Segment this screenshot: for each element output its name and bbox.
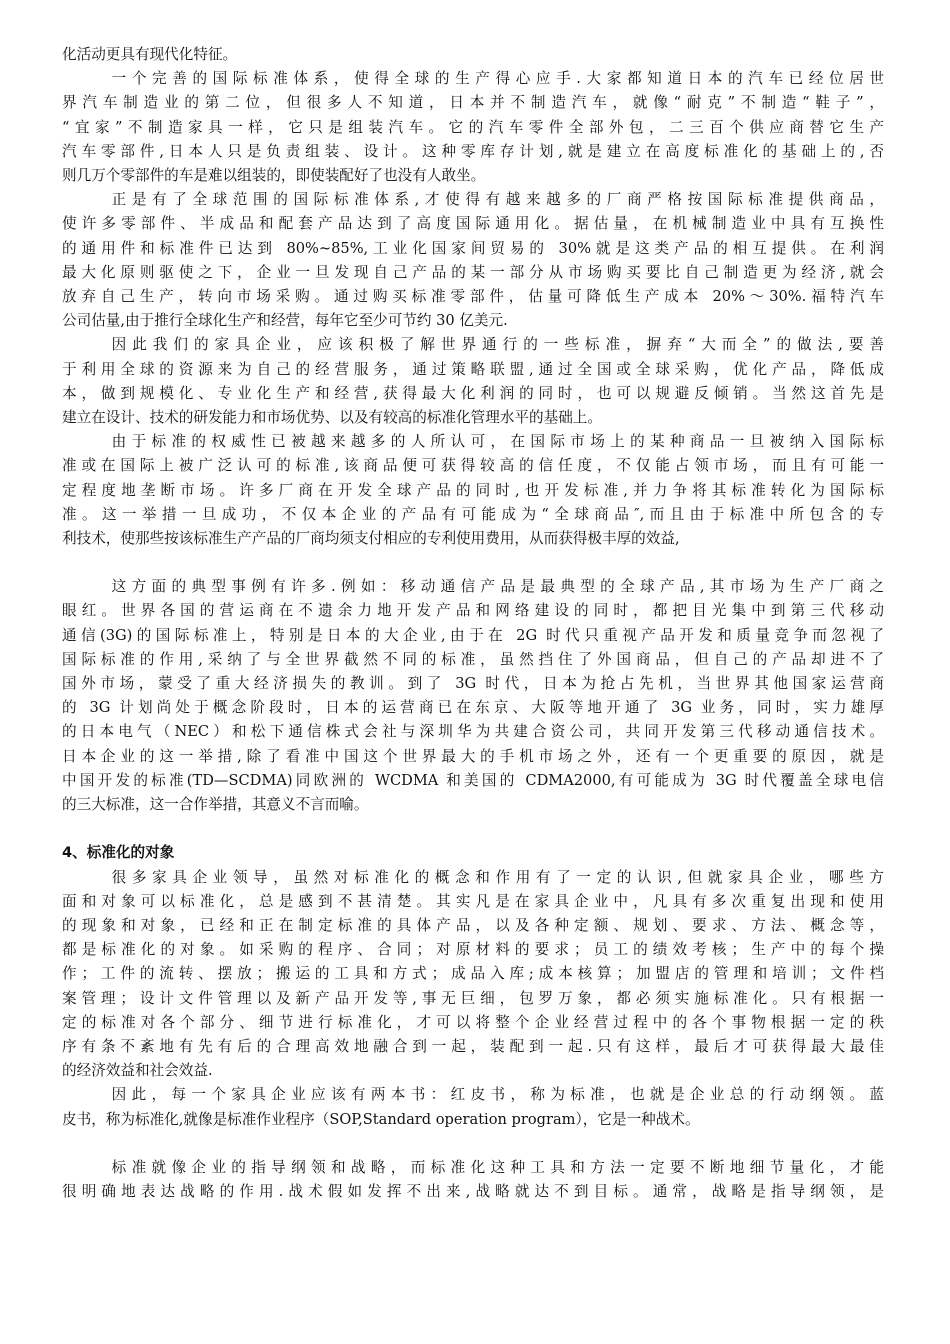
- text-line: 标准就像企业的指导纲领和战略，而标准化这种工具和方法一定要不断地细节量化，才能: [111, 1158, 884, 1176]
- text-line: 的 3G 计划尚处于概念阶段时，日本的运营商已在东京、大阪等地开通了 3G 业务，同时，实力雄厚: [62, 699, 884, 717]
- text-line: 皮书，称为标准化,就像是标准作业程序（SOP,Standard operation program），它是一种战术。: [62, 1110, 700, 1128]
- text-line: 准或在国际上被广泛认可的标准,该商品便可获得较高的信任度，不仅能占领市场，而且有可能一: [62, 457, 884, 475]
- text-line: 中国开发的标准(TD—SCDMA)同欧洲的 WCDMA 和美国的 CDMA2000,有可能成为 3G 时代覆盖全球电信: [62, 771, 884, 789]
- text-line: 面和对象可以标准化，总是感到不甚清楚。其实凡是在家具企业中，凡具有多次重复出现和使用: [62, 892, 884, 910]
- text-line: 一个完善的国际标准体系，使得全球的生产得心应手.大家都知道日本的汽车已经位居世: [111, 70, 884, 88]
- text-line: 由于标准的权威性已被越来越多的人所认可，在国际市场上的某种商品一旦被纳入国际标: [111, 433, 884, 451]
- text-line: 使许多零部件、半成品和配套产品达到了高度国际通用化。据估量，在机械制造业中具有互换性: [62, 215, 884, 233]
- text-line: 的三大标准，这一合作举措，其意义不言而喻。: [62, 796, 369, 814]
- text-line: 作；工件的流转、摆放；搬运的工具和方式；成品入库;成本核算；加盟店的管理和培训；文件档: [62, 965, 884, 983]
- text-line: 眼红。世界各国的营运商在不遗余力地开发产品和网络建设的同时，都把目光集中到第三代移动: [62, 602, 884, 620]
- text-line: 本，做到规模化、专业化生产和经营,获得最大化利润的同时，也可以规避反倾销。当然这首先是: [62, 384, 884, 402]
- paragraph: [62, 67, 884, 188]
- text-line: 定程度地垄断市场。许多厂商在开发全球产品的同时,也开发标准,并力争将其标准转化为国际标: [62, 481, 884, 499]
- text-line: 正是有了全球范围的国际标准体系,才使得有越来越多的厂商严格按国际标准提供商品，: [111, 191, 884, 209]
- text-line: 因此我们的家具企业，应该积极了解世界通行的一些标准，摒弃“大而全”的做法,要善: [111, 336, 884, 354]
- paragraph: [62, 430, 884, 551]
- paragraph: [62, 333, 884, 430]
- text-line: 放弃自己生产，转向市场采购。通过购买标准零部件，估量可降低生产成本 20%～30%.福特汽车: [62, 288, 884, 306]
- paragraph: [62, 188, 884, 333]
- text-line: 建立在设计、技术的研发能力和市场优势、以及有较高的标准化管理水平的基础上。: [62, 409, 602, 427]
- text-line: 最大化原则驱使之下，企业一旦发现自己产品的某一部分从市场购买要比自己制造更为经济,就会: [62, 263, 884, 281]
- text-line: 定的标准对各个部分、细节进行标准化，才可以将整个企业经营过程中的各个事物根据一定的秩: [62, 1013, 884, 1031]
- text-line: “宜家”不制造家具一样，它只是组装汽车。它的汽车零件全部外包，二三百个供应商替它生产: [62, 118, 884, 136]
- paragraph-gap: [62, 1132, 884, 1156]
- text-line: 的通用件和标准件已达到 80%~85%,工业化国家间贸易的 30%就是这类产品的相互提供。在利润: [62, 239, 884, 257]
- text-line: 很明确地表达战略的作用.战术假如发挥不出来,战略就达不到目标。通常，战略是指导纲领，是: [62, 1182, 884, 1200]
- paragraph: [62, 1083, 884, 1131]
- text-line: 因此，每一个家具企业应该有两本书：红皮书，称为标准，也就是企业总的行动纲领。蓝: [111, 1086, 884, 1104]
- paragraph-gap: [62, 551, 884, 575]
- text-line: 则几万个零部件的车是难以组装的，即使装配好了也没有人敢坐。: [62, 167, 486, 185]
- text-line: 于利用全球的资源来为自己的经营服务，通过策略联盟,通过全国或全球采购，优化产品，降低成: [62, 360, 884, 378]
- text-line: 序有条不紊地有先有后的合理高效地融合到一起，装配到一起.只有这样，最后才可获得最大最佳: [62, 1037, 884, 1055]
- section-heading: 4、标准化的对象: [62, 844, 175, 862]
- paragraph: [62, 575, 884, 817]
- text-line: 的现象和对象，已经和正在制定标准的具体产品，以及各种定额、规划、要求、方法、概念等，: [62, 916, 884, 934]
- text-line: 国外市场，蒙受了重大经济损失的教训。到了 3G 时代，日本为抢占先机，当世界其他国家运营商: [62, 675, 884, 693]
- text-line: 通信(3G)的国际标准上，特别是日本的大企业,由于在 2G 时代只重视产品开发和质量竞争而忽视了: [62, 626, 884, 644]
- paragraph: [62, 43, 884, 67]
- text-line: 案管理；设计文件管理以及新产品开发等,事无巨细，包罗万象，都必须实施标准化。只有根据一: [62, 989, 884, 1007]
- text-line: 汽车零部件,日本人只是负责组装、设计。这种零库存计划,就是建立在高度标准化的基础上的,否: [62, 142, 884, 160]
- text-line: 利技术，使那些按该标准生产产品的厂商均须支付相应的专利使用费用，从而获得极丰厚的效益,: [62, 530, 680, 548]
- paragraph-gap: [62, 817, 884, 841]
- text-line: 的经济效益和社会效益.: [62, 1062, 213, 1080]
- text-line: 界汽车制造业的第二位，但很多人不知道，日本并不制造汽车，就像“耐克”不制造“鞋子”，: [62, 94, 884, 112]
- paragraph: [62, 866, 884, 1084]
- document-page: [62, 43, 884, 1204]
- text-line: 化活动更具有现代化特征。: [62, 46, 238, 63]
- text-line: 日本企业的这一举措,除了看准中国这个世界最大的手机市场之外，还有一个更重要的原因，就是: [62, 747, 884, 765]
- paragraph: [62, 1156, 884, 1204]
- text-line: 很多家具企业领导，虽然对标准化的概念和作用有了一定的认识,但就家具企业，哪些方: [111, 868, 884, 886]
- text-line: 都是标准化的对象。如采购的程序、合同；对原材料的要求；员工的绩效考核；生产中的每个操: [62, 941, 884, 959]
- text-line: 这方面的典型事例有许多.例如：移动通信产品是最典型的全球产品,其市场为生产厂商之: [111, 578, 884, 596]
- text-line: 的日本电气（NEC）和松下通信株式会社与深圳华为共建合资公司，共同开发第三代移动通信技术。: [62, 723, 884, 741]
- text-line: 国际标准的作用,采纳了与全世界截然不同的标准，虽然挡住了外国商品，但自己的产品却进不了: [62, 650, 884, 668]
- text-line: 公司估量,由于推行全球化生产和经营，每年它至少可节约 30 亿美元.: [62, 312, 508, 330]
- text-line: 准。这一举措一旦成功，不仅本企业的产品有可能成为“全球商品″,而且由于标准中所包含的专: [62, 505, 884, 523]
